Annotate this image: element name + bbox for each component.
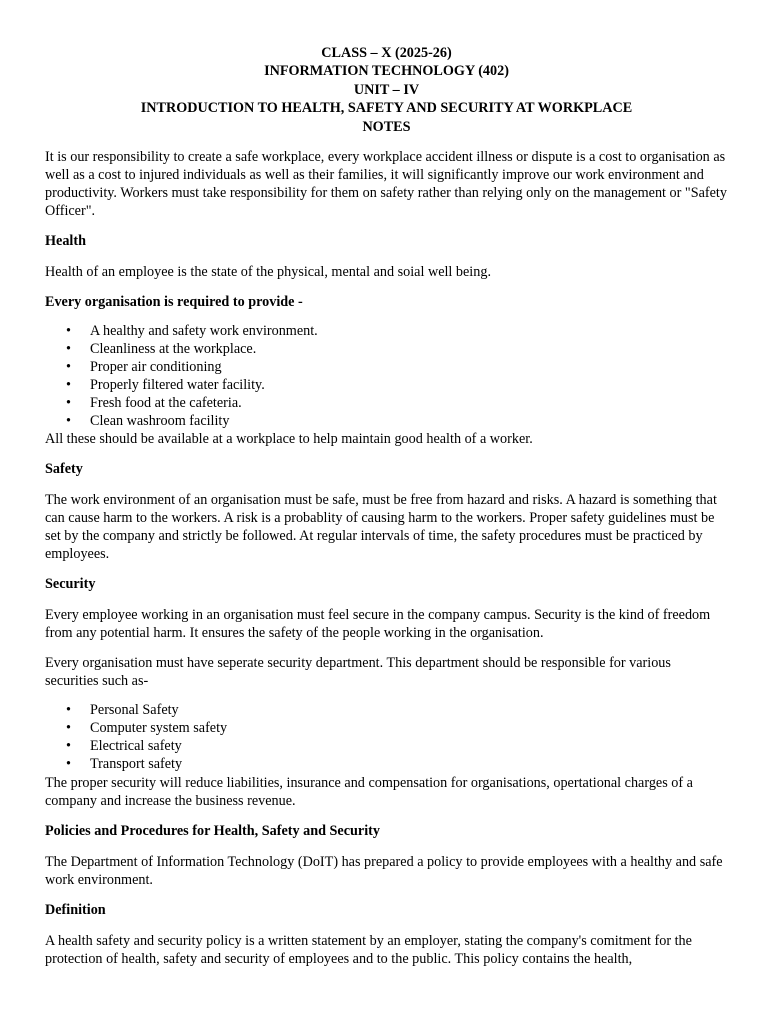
intro-paragraph: It is our responsibility to create a safe workplace, every workplace accident illness or dispute is a cost to organisation as well as a cost to injured individuals as well as their families, it will significantly improve our work environment and productivity. Workers must take responsibility for them on safety rather than relying only on the management or "Safety Officer". <box>45 149 727 220</box>
list-item: • Transport safety <box>66 756 728 774</box>
health-definition: Health of an employee is the state of the physical, mental and soial well being. <box>45 264 491 281</box>
provide-heading: Every organisation is required to provide - <box>45 294 303 311</box>
health-heading: Health <box>45 233 86 250</box>
security-closing: The proper security will reduce liabilities, insurance and compensation for organisations, opertational charges of a company and increase the business revenue. <box>45 775 693 810</box>
list-item: • Computer system safety <box>66 720 728 738</box>
list-item: • Properly filtered water facility. <box>66 377 728 395</box>
security-paragraph-2: Every organisation must have seperate security department. This department should be responsible for various securities such as- <box>45 655 671 690</box>
document-header <box>45 44 728 136</box>
list-item: • Proper air conditioning <box>66 359 728 377</box>
security-paragraph-1: Every employee working in an organisation must feel secure in the company campus. Security is the kind of freedom from any potential harm. It ensures the safety of the people working in the organisation. <box>45 607 711 642</box>
list-item: • Fresh food at the cafeteria. <box>66 395 728 413</box>
health-closing: All these should be available at a workplace to help maintain good health of a worker. <box>45 431 533 448</box>
definition-heading: Definition <box>45 902 106 919</box>
policies-heading: Policies and Procedures for Health, Safety and Security <box>45 823 380 840</box>
definition-paragraph: A health safety and security policy is a written statement by an employer, stating the company's comitment for the protection of health, safety and security of employees and to the public. This policy contains the health, <box>45 933 692 968</box>
security-heading: Security <box>45 576 96 593</box>
safety-paragraph: The work environment of an organisation must be safe, must be free from hazard and risks. A hazard is something that can cause harm to the workers. A risk is a probablity of causing harm to the workers. Proper safety guidelines must be set by the company and strictly be followed. At regular intervals of time, the safety procedures must be practiced by employees. <box>45 492 717 563</box>
safety-heading: Safety <box>45 461 83 478</box>
unit-line: UNIT – IV <box>353 81 420 98</box>
policies-paragraph: The Department of Information Technology (DoIT) has prepared a policy to provide employees with a healthy and safe work environment. <box>45 854 723 889</box>
notes-line: NOTES <box>362 118 411 135</box>
subject-line: INFORMATION TECHNOLOGY (402) <box>264 63 509 80</box>
security-types-list <box>45 702 728 774</box>
list-item: • Electrical safety <box>66 738 728 756</box>
list-item: • A healthy and safety work environment. <box>66 323 728 341</box>
document-title: INTRODUCTION TO HEALTH, SAFETY AND SECURITY AT WORKPLACE <box>140 100 633 117</box>
list-item: • Personal Safety <box>66 702 728 720</box>
list-item: • Clean washroom facility <box>66 413 728 431</box>
class-line: CLASS – X (2025-26) <box>321 45 452 61</box>
health-provisions-list <box>45 323 728 430</box>
list-item: • Cleanliness at the workplace. <box>66 341 728 359</box>
